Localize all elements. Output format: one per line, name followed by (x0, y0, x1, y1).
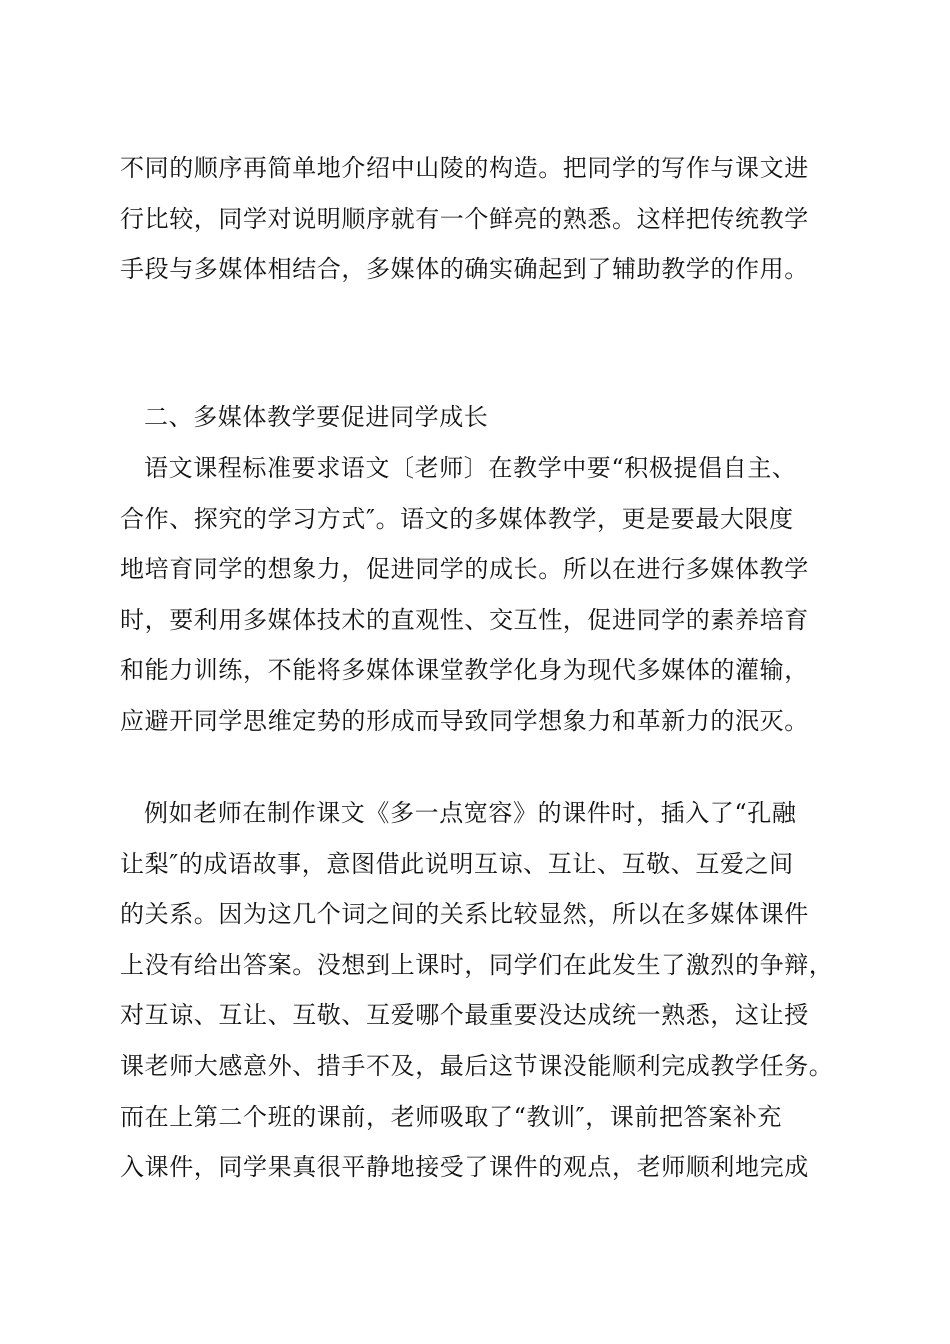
paragraph-3-line-7: 而在上第二个班的课前，老师吸取了“教训″，课前把答案补充 (120, 1102, 783, 1131)
paragraph-2-line-3: 地培育同学的想象力，促进同学的成长。所以在进行多媒体教学 (120, 555, 809, 584)
paragraph-3-line-4: 上没有给出答案。没想到上课时，同学们在此发生了激烈的争辩， (120, 950, 834, 979)
paragraph-2-line-2: 合作、探究的学习方式″。语文的多媒体教学，更是要最大限度 (120, 504, 794, 533)
paragraph-3-line-5: 对互谅、互让、互敬、互爱哪个最重要没达成统一熟悉，这让授 (120, 1001, 809, 1030)
paragraph-3 (120, 788, 840, 1193)
paragraph-3-line-2: 让梨″的成语故事，意图借此说明互谅、互让、互敬、互爱之间 (120, 849, 794, 878)
paragraph-1-line-2: 行比较，同学对说明顺序就有一个鲜亮的熟悉。这样把传统教学 (120, 204, 809, 233)
paragraph-3-line-8: 入课件，同学果真很平静地接受了课件的观点，老师顺利地完成 (120, 1153, 809, 1182)
paragraph-3-line-6: 课老师大感意外、措手不及，最后这节课没能顺利完成教学任务。 (120, 1051, 834, 1080)
paragraph-2-line-1: 语文课程标准要求语文〔老师〕在教学中要“积极提倡自主、 (144, 454, 797, 482)
paragraph-3-line-3: 的关系。因为这几个词之间的关系比较显然，所以在多媒体课件 (120, 900, 809, 929)
paragraph-3-line-1: 例如老师在制作课文《多一点宽容》的课件时，插入了“孔融 (144, 799, 797, 827)
section-2-heading-block (120, 392, 840, 443)
paragraph-1 (120, 143, 840, 295)
paragraph-2-line-4: 时，要利用多媒体技术的直观性、交互性，促进同学的素养培育 (120, 605, 809, 634)
paragraph-2 (120, 443, 840, 747)
paragraph-2-line-5: 和能力训练，不能将多媒体课堂教学化身为现代多媒体的灌输， (120, 656, 809, 685)
paragraph-1-line-1: 不同的顺序再简单地介绍中山陵的构造。把同学的写作与课文进 (120, 154, 809, 182)
paragraph-1-line-3: 手段与多媒体相结合，多媒体的确实确起到了辅助教学的作用。 (120, 255, 809, 284)
section-2-heading: 二、多媒体教学要促进同学成长 (144, 403, 489, 431)
paragraph-2-line-6: 应避开同学思维定势的形成而导致同学想象力和革新力的泯灭。 (120, 706, 809, 735)
